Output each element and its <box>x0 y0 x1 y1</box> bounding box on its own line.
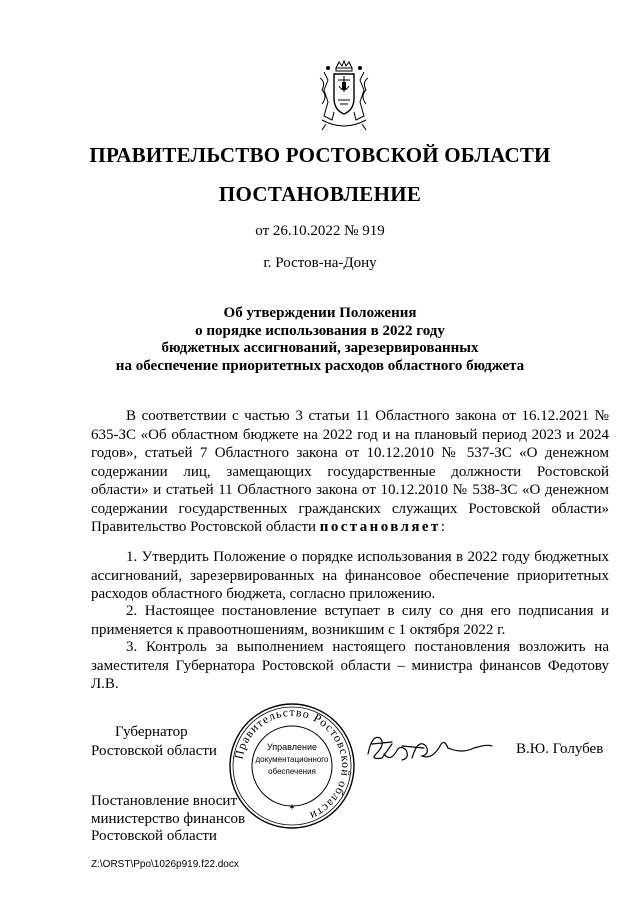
document-city: г. Ростов-на-Дону <box>263 255 377 271</box>
title-line: на обеспечение приоритетных расходов областного бюджета <box>115 357 525 374</box>
stamp-ring-text: Правительство Ростовской области <box>231 704 354 824</box>
document-title <box>0 305 640 375</box>
intro-end: : <box>440 519 445 535</box>
file-path-footer: Z:\ORST\Ppo\1026p919.f22.docx <box>91 859 239 870</box>
submitted-by-block <box>91 793 245 846</box>
signature-icon <box>362 724 497 772</box>
document-type: ПОСТАНОВЛЕНИЕ <box>218 182 422 206</box>
signatory-position <box>91 723 217 761</box>
coat-of-arms-emblem <box>316 60 372 137</box>
stamp-seal-icon <box>226 700 358 832</box>
resolution-item-2: 2. Настоящее постановление вступает в силу со дня его подписания и применяется к правоотношениям, возникшим с 1 октября 2022 г. <box>91 603 609 638</box>
title-line: Об утверждении Положения <box>223 305 417 321</box>
signatory-name: В.Ю. Голубев <box>516 741 604 757</box>
organization-name: ПРАВИТЕЛЬСТВО РОСТОВСКОЙ ОБЛАСТИ <box>89 143 551 167</box>
submitted-by-line1: Постановление вносит <box>91 793 238 809</box>
document-number: от 26.10.2022 № 919 <box>255 223 385 239</box>
stamp-inner-line2: документационного <box>255 755 329 764</box>
signatory-position-line2: Ростовской области <box>91 743 217 759</box>
handwritten-signature <box>362 724 497 777</box>
intro-text: В соответствии с частью 3 статьи 11 Областного закона от 16.12.2021 № 635-ЗС «Об областном бюджете на 2022 год и на плановый период 2023 и 2024 годов», статьей 7 Областного закона от 10.12.2010 № 537-ЗС «О денежном содержании лиц, замещающих государственные должности Ростовской области» и статьей 11 Областного закона от 10.12.2010 № 538-ЗС «О денежном содержании государственных гражданских служащих Ростовской области» Правительство Ростовской области <box>91 408 609 535</box>
stamp-inner-line1: Управление <box>266 742 318 752</box>
title-line: бюджетных ассигнований, зарезервированных <box>161 340 479 356</box>
resolution-item-1: 1. Утвердить Положение о порядке использования в 2022 году бюджетных ассигнований, зарезервированных на финансовое обеспечение приоритетных расходов областного бюджета, согласно приложению. <box>91 549 609 602</box>
coat-of-arms-icon <box>316 60 372 132</box>
signatory-position-line1: Губернатор <box>115 724 188 740</box>
stamp-star-icon: ✶ <box>288 803 296 813</box>
resolves-keyword: постановляет <box>319 519 441 535</box>
intro-paragraph <box>91 407 609 537</box>
stamp-inner-line3: обеспечения <box>268 767 316 776</box>
submitted-by-line2: министерство финансов <box>91 810 246 827</box>
official-stamp <box>226 700 358 837</box>
submitted-by-line3: Ростовской области <box>91 828 217 844</box>
title-line: о порядке использования в 2022 году <box>195 322 445 339</box>
resolution-item-3: 3. Контроль за выполнением настоящего постановления возложить на заместителя Губернатора Ростовской области – министра финансов Федотову Л.В. <box>91 639 609 692</box>
